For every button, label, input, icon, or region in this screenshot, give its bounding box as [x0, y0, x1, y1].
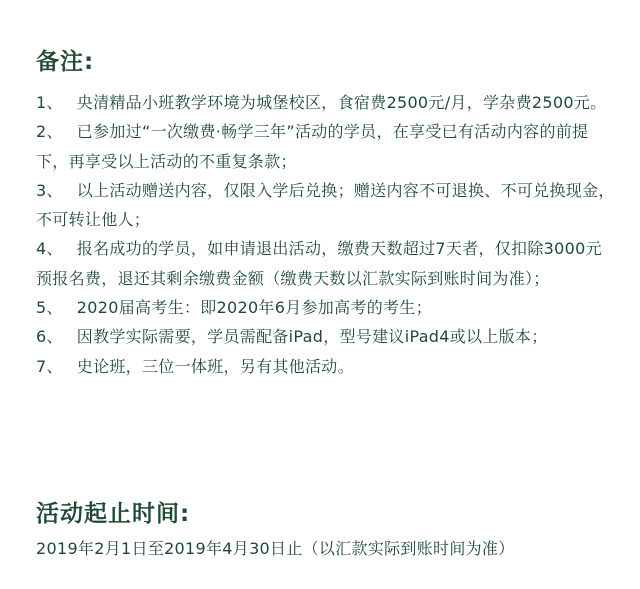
note-text: 已参加过“一次缴费·畅学三年”活动的学员，在享受已有活动内容的前提下，再享受以上活动的不重复条款； [36, 122, 589, 171]
note-item-1 [36, 88, 616, 117]
note-number: 3、 [36, 180, 63, 200]
note-item-6 [36, 322, 616, 351]
note-text: 史论班，三位一体班，另有其他活动。 [76, 356, 354, 376]
note-text: 因教学实际需要，学员需配备iPad，型号建议iPad4或以上版本； [76, 327, 548, 347]
period-heading: 活动起止时间: [36, 501, 191, 527]
note-number: 2、 [36, 122, 63, 142]
note-item-7 [36, 352, 616, 381]
note-number: 1、 [36, 93, 63, 112]
note-number: 4、 [36, 239, 63, 259]
note-text: 2020届高考生：即2020年6月参加高考的考生； [76, 298, 432, 318]
notes-heading: 备注: [36, 49, 95, 75]
note-text: 以上活动赠送内容，仅限入学后兑换；赠送内容不可退换、不可兑换现金，不可转让他人； [36, 180, 615, 230]
note-item-4 [36, 234, 616, 293]
notes-list [36, 88, 616, 381]
note-number: 7、 [36, 356, 63, 376]
period-text: 2019年2月1日至2019年4月30日止（以汇款实际到账时间为准） [36, 539, 515, 558]
note-text: 央清精品小班教学环境为城堡校区，食宿费2500元/月，学杂费2500元。 [76, 93, 607, 112]
note-text: 报名成功的学员，如申请退出活动，缴费天数超过7天者，仅扣除3000元预报名费，退还其剩余缴费金额（缴费天数以汇款实际到账时间为准）； [36, 239, 602, 288]
note-item-5 [36, 293, 616, 322]
note-number: 5、 [36, 298, 63, 318]
note-number: 6、 [36, 327, 63, 347]
note-item-3 [36, 176, 616, 235]
note-item-2 [36, 117, 616, 176]
